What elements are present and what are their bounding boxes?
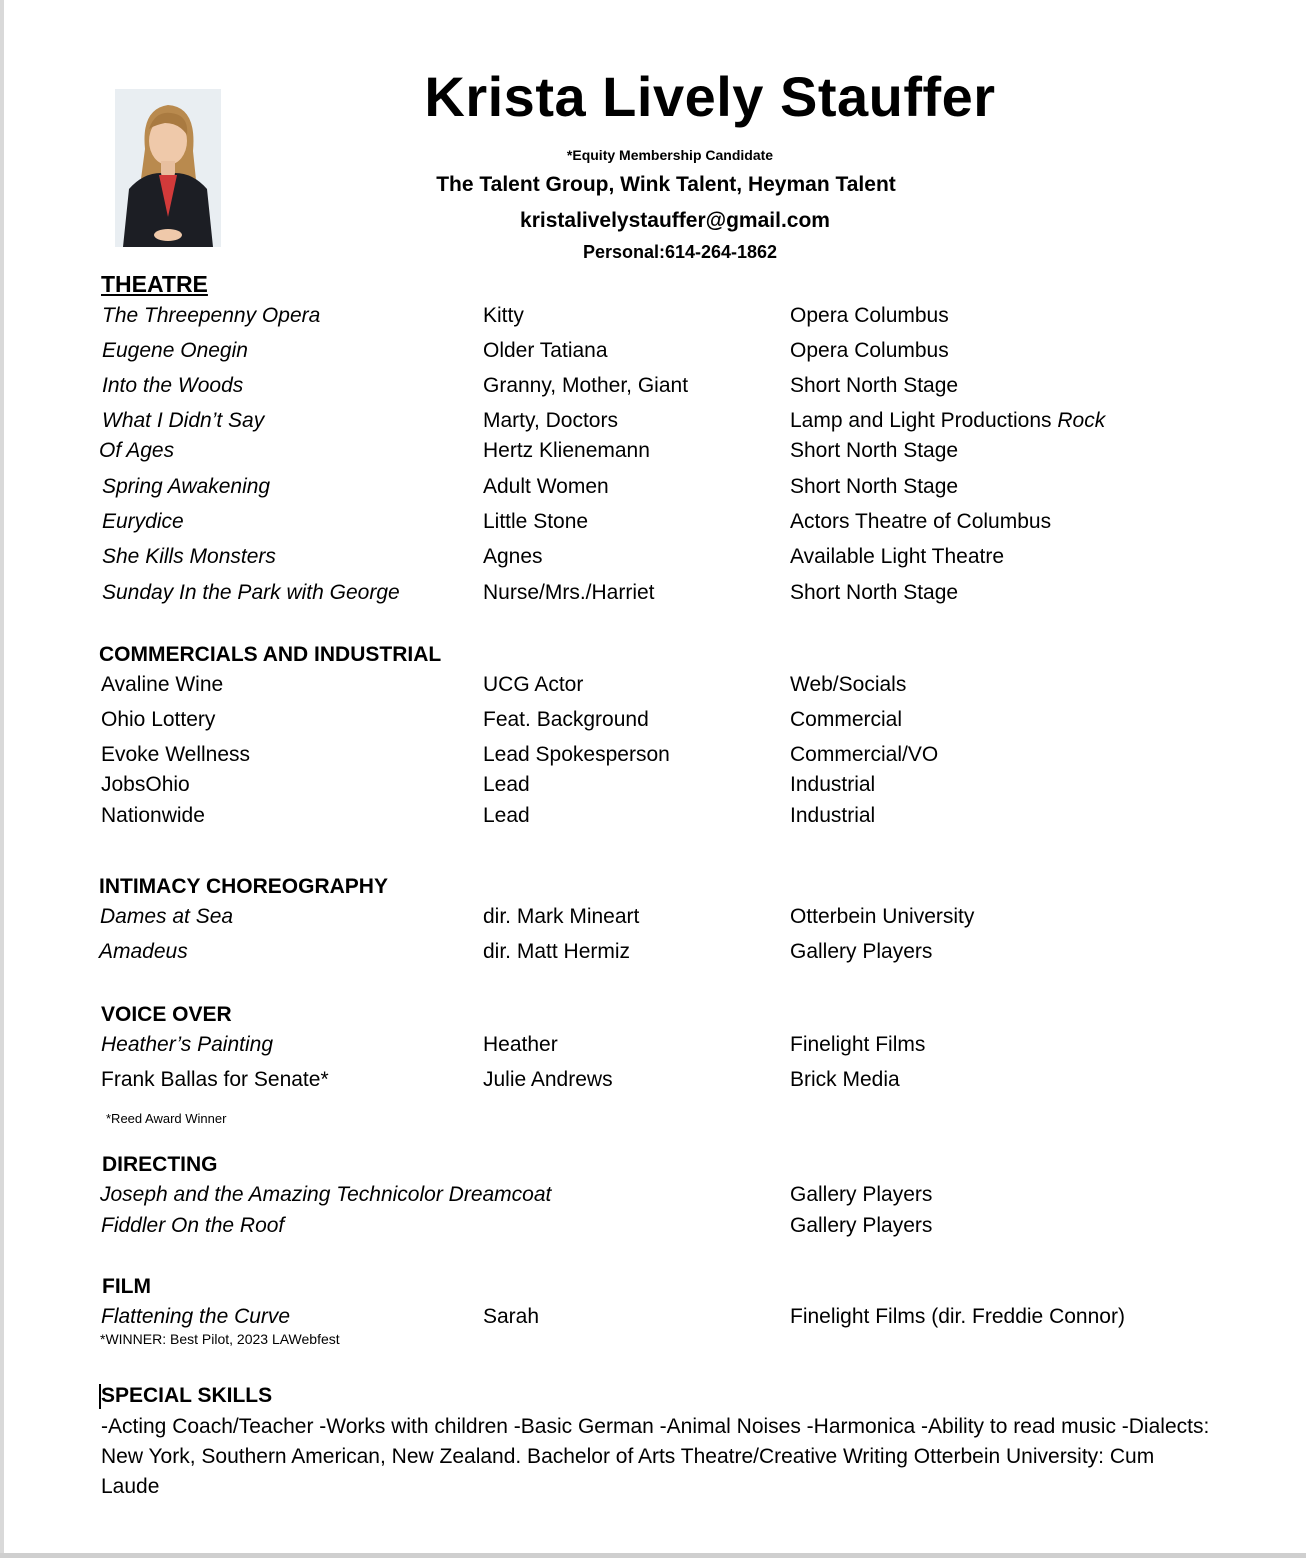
credit-title: Ohio Lottery: [101, 708, 216, 731]
credit-company: Short North Stage: [790, 374, 959, 397]
credit-company: Finelight Films: [790, 1033, 926, 1056]
credit-company: Web/Socials: [790, 673, 907, 696]
credit-title: Eugene Onegin: [102, 339, 248, 362]
talent-agencies: The Talent Group, Wink Talent, Heyman Talent: [436, 173, 896, 196]
credit-title: Evoke Wellness: [101, 743, 251, 766]
page-bottom-edge: [0, 1553, 1306, 1558]
credit-role: Marty, Doctors: [483, 409, 618, 432]
headshot-photo: [115, 89, 221, 247]
credit-company: Short North Stage: [790, 581, 959, 604]
skills-text: -Acting Coach/Teacher -Works with children -Basic German -Animal Noises -Harmonica -Ability to read music -Dialects: New York, Southern American, New Zealand. Bachelor of Arts Theatre/Creative Writing Otterbein University: Cum Laude: [101, 1415, 1210, 1498]
credit-company: Finelight Films (dir. Freddie Connor): [790, 1305, 1125, 1328]
credit-company: Brick Media: [790, 1068, 900, 1091]
credit-row: [0, 1183, 1306, 1213]
credit-title: She Kills Monsters: [102, 545, 276, 568]
credit-title: Heather’s Painting: [101, 1033, 273, 1056]
section-heading-intimacy: INTIMACY CHOREOGRAPHY: [99, 875, 388, 898]
credit-title: Eurydice: [102, 510, 184, 533]
section-heading-theatre: THEATRE: [101, 271, 208, 297]
credit-company: Gallery Players: [790, 1183, 933, 1206]
credit-title-overflow: Rock: [1057, 409, 1106, 432]
credit-role: UCG Actor: [483, 673, 584, 696]
credit-role: Heather: [483, 1033, 558, 1056]
credit-title: Fiddler On the Roof: [101, 1214, 285, 1237]
award-note: *WINNER: Best Pilot, 2023 LAWebfest: [100, 1331, 340, 1347]
credit-role: dir. Mark Mineart: [483, 905, 640, 928]
credit-company: Commercial: [790, 708, 903, 731]
credit-title: Nationwide: [101, 804, 205, 827]
credit-company: Otterbein University: [790, 905, 975, 928]
section-heading-voiceover: VOICE OVER: [101, 1003, 232, 1026]
credit-row: [0, 545, 1306, 575]
credit-row: [0, 940, 1306, 970]
credit-row: [0, 743, 1306, 773]
credit-company: Short North Stage: [790, 439, 959, 462]
credit-company: Industrial: [790, 773, 876, 796]
section-heading-film: FILM: [102, 1275, 151, 1298]
credit-row: [0, 304, 1306, 334]
applicant-name: Krista Lively Stauffer: [424, 65, 996, 128]
credit-role: Julie Andrews: [483, 1068, 613, 1091]
credit-company: Industrial: [790, 804, 876, 827]
contact-phone: Personal:614-264-1862: [582, 242, 778, 262]
credit-title: Sunday In the Park with George: [102, 581, 400, 604]
credit-company: Gallery Players: [790, 940, 933, 963]
credit-title: Spring Awakening: [102, 475, 271, 498]
credit-role: Sarah: [483, 1305, 540, 1328]
credit-row: [0, 581, 1306, 611]
credit-company: Opera Columbus: [790, 339, 949, 362]
credit-company: Opera Columbus: [790, 304, 949, 327]
credit-role: Lead Spokesperson: [483, 743, 670, 766]
credit-title: The Threepenny Opera: [102, 304, 321, 327]
credit-role: Kitty: [483, 304, 524, 327]
credit-row: [0, 374, 1306, 404]
credit-row: [0, 510, 1306, 540]
credit-title: Of Ages: [99, 439, 175, 462]
contact-email: kristalivelystauffer@gmail.com: [520, 209, 830, 232]
credit-role: Nurse/Mrs./Harriet: [483, 581, 655, 604]
credit-role: Feat. Background: [483, 708, 649, 731]
credit-row: [0, 339, 1306, 369]
section-heading-skills: SPECIAL SKILLS: [101, 1384, 273, 1407]
credit-role: Agnes: [483, 545, 543, 568]
credit-title: Flattening the Curve: [101, 1305, 291, 1328]
credit-row: [0, 905, 1306, 935]
credit-row: [0, 439, 1306, 469]
credit-role: Hertz Klienemann: [483, 439, 650, 462]
credit-title: Into the Woods: [102, 374, 244, 397]
credit-company: Gallery Players: [790, 1214, 933, 1237]
credit-row: [0, 409, 1306, 439]
award-note: *Reed Award Winner: [106, 1111, 227, 1126]
credit-company-text: Lamp and Light Productions: [790, 409, 1058, 432]
credit-role: Granny, Mother, Giant: [483, 374, 689, 397]
credit-title: Joseph and the Amazing Technicolor Dreamcoat: [100, 1183, 552, 1206]
credit-company: [790, 409, 1105, 433]
credit-company: Actors Theatre of Columbus: [790, 510, 1052, 533]
credit-row: [0, 773, 1306, 803]
section-heading-commercials: COMMERCIALS AND INDUSTRIAL: [99, 643, 442, 666]
credit-role: Adult Women: [483, 475, 609, 498]
credit-role: Lead: [483, 804, 530, 827]
credit-company: Short North Stage: [790, 475, 959, 498]
credit-row: [0, 1033, 1306, 1063]
credit-role: dir. Matt Hermiz: [483, 940, 631, 963]
credit-row: [0, 804, 1306, 834]
credit-company: Commercial/VO: [790, 743, 939, 766]
credit-row: [0, 1214, 1306, 1244]
credit-role: Lead: [483, 773, 530, 796]
section-heading-directing: DIRECTING: [102, 1153, 218, 1176]
equity-status: *Equity Membership Candidate: [566, 147, 774, 163]
credit-role: Older Tatiana: [483, 339, 608, 362]
credit-title: Avaline Wine: [101, 673, 224, 696]
credit-title: Frank Ballas for Senate*: [101, 1068, 329, 1091]
credit-title: What I Didn’t Say: [102, 409, 265, 432]
credit-row: [0, 1068, 1306, 1098]
credit-row: [0, 708, 1306, 738]
credit-row: [0, 475, 1306, 505]
credit-company: Available Light Theatre: [790, 545, 1005, 568]
credit-role: Little Stone: [483, 510, 589, 533]
credit-title: Dames at Sea: [100, 905, 234, 928]
credit-row: [0, 673, 1306, 703]
credit-title: Amadeus: [99, 940, 188, 963]
credit-title: JobsOhio: [101, 773, 190, 796]
